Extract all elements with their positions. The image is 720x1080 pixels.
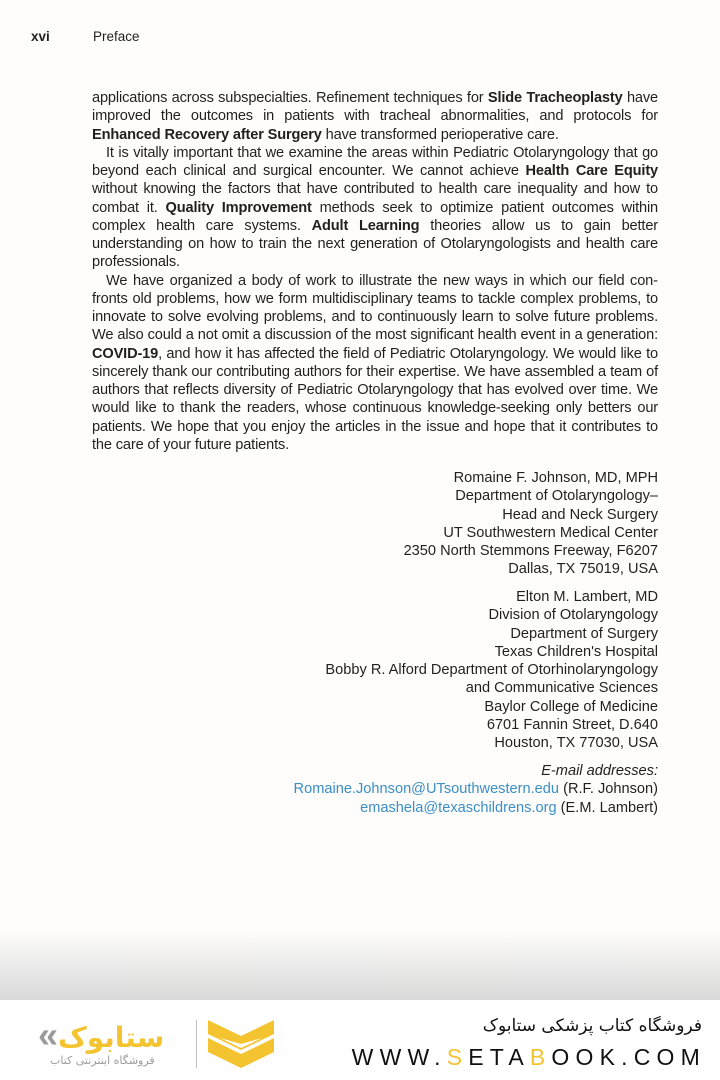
bold-term: Enhanced Recovery after Surgery	[92, 126, 322, 143]
bold-term: Slide Tracheoplasty	[487, 90, 623, 106]
address-line: 6701 Fannin Street, D.640	[486, 716, 658, 733]
text-run: theories allow us to gain better understanding on how to train the next generation of Otolaryngologists and health care professionals.	[92, 217, 658, 271]
affiliation-line: Division of Otolaryngology	[488, 607, 658, 624]
address-line: Dallas, TX 75019, USA	[508, 561, 658, 578]
email-link-johnson[interactable]: Romaine.Johnson@UTsouthwestern.edu	[293, 781, 560, 798]
email-label: E-mail addresses:	[541, 763, 658, 779]
email-entry	[294, 780, 658, 798]
text-run: methods seek to optimize patient outcomes within complex health care systems.	[92, 199, 659, 234]
author-name: Elton M. Lambert, MD	[516, 589, 658, 605]
page-bottom-shadow	[0, 930, 720, 1000]
bold-term: Adult Learning	[311, 217, 420, 234]
affiliation-line: and Communicative Sciences	[465, 680, 658, 697]
text-run: have transformed perioperative care.	[321, 126, 559, 143]
author-name: Romaine F. Johnson, MD, MPH	[453, 470, 658, 486]
address-line: Houston, TX 77030, USA	[494, 735, 658, 751]
text-run: without knowing the factors that have contributed to health care inequality and how to combat it.	[92, 181, 658, 216]
watermark-banner	[0, 1000, 720, 1080]
setabook-logo[interactable]	[38, 1014, 278, 1070]
logo-divider	[196, 1020, 197, 1068]
bold-term: Quality Improvement	[165, 199, 312, 216]
logo-text: ستابوک	[58, 1021, 165, 1054]
url-highlight: S	[446, 1044, 469, 1070]
email-owner: (E.M. Lambert)	[556, 799, 658, 816]
paragraph-3	[92, 272, 658, 455]
affiliation-line: Department of Otolaryngology–	[455, 488, 658, 505]
affiliation-line: Department of Surgery	[510, 625, 658, 642]
address-line: 2350 North Stemmons Freeway, F6207	[403, 543, 658, 559]
url-part: WWW.	[351, 1044, 447, 1070]
page-number: xvi	[31, 29, 50, 44]
store-url[interactable]	[352, 1044, 706, 1071]
running-head	[31, 29, 140, 44]
section-title: Preface	[93, 29, 140, 44]
text-run: , and how it has affected the field of Pediatric Otolaryngology. We would like to sincerely thank our contributing authors for their expertise. We have assembled a team of authors that reflects diversity of Pediatric Otolaryngology that has evolved over time. We would like to thank the readers, whose continuous knowledge-seeking only betters our patients. We hope that you enjoy the articles in the issue and hope that it contributes to the care of your future patients.	[92, 345, 658, 453]
book-chevron-emblem-icon	[206, 1018, 276, 1068]
text-run: We have organized a body of work to illustrate the new ways in which our field confronts old problems, how we form multidisciplinary teams to tackle complex problems, to innovate to solve evolving problems, and to continuously learn to solve future problems. We also could a not omit a discussion of the most significant health event in a generation:	[92, 272, 658, 344]
signature-lambert	[325, 588, 658, 752]
affiliation-line: Head and Neck Surgery	[502, 506, 658, 523]
url-highlight: B	[529, 1044, 552, 1070]
email-entry	[294, 799, 658, 817]
url-part: ETA	[468, 1044, 530, 1070]
email-addresses	[294, 762, 658, 817]
email-link-lambert[interactable]: emashela@texaschildrens.org	[360, 799, 557, 816]
store-name-persian: فروشگاه کتاب پزشکی ستابوک	[482, 1016, 702, 1036]
affiliation-line: Texas Children's Hospital	[494, 643, 658, 660]
text-run: applications across subspecialties. Refinement techniques for	[92, 90, 488, 106]
affiliation-line: Baylor College of Medicine	[484, 698, 658, 715]
email-owner: (R.F. Johnson)	[559, 781, 658, 798]
preface-body	[92, 89, 658, 454]
paragraph-2	[92, 144, 658, 272]
paragraph-1	[92, 89, 658, 144]
url-part: OOK.COM	[551, 1044, 706, 1070]
logo-tagline: فروشگاه اینترنتی کتاب	[50, 1054, 155, 1067]
logo-wordmark	[38, 1014, 164, 1056]
signature-johnson	[404, 469, 658, 579]
text-run: have improved the outcomes in patients with tracheal abnormalities, and protocols for	[92, 90, 658, 125]
chevrons-icon: «	[38, 1014, 59, 1055]
affiliation-line: Bobby R. Alford Department of Otorhinolaryngology	[325, 662, 658, 678]
text-run: It is vitally important that we examine the areas within Pediatric Otolaryngology that go beyond each clinical and surgical encounter. We cannot achieve	[92, 144, 658, 179]
affiliation-line: UT Southwestern Medical Center	[443, 524, 658, 541]
bold-term: Health Care Equity	[525, 163, 658, 179]
bold-term: COVID-19	[92, 345, 159, 362]
